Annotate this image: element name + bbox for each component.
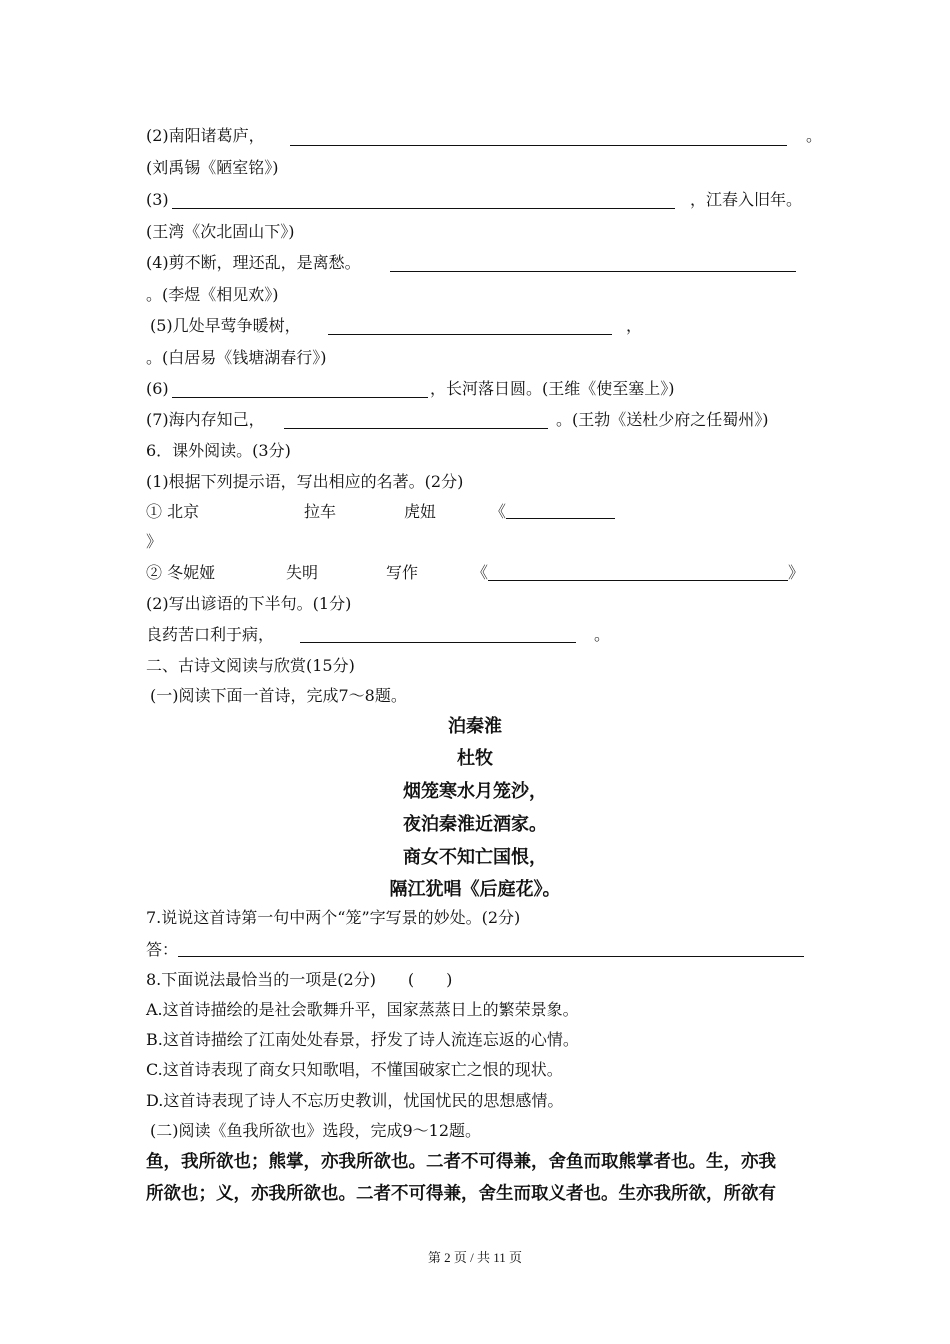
q6-row2-clue2: 失明	[286, 563, 319, 582]
q5-item2-text: (2)南阳诸葛庐，	[146, 126, 265, 145]
q6-title: 6．课外阅读。(3分)	[146, 441, 291, 460]
q7-answer-blank[interactable]	[178, 956, 804, 957]
q7-question: 7.说说这首诗第一句中两个“笼”字写景的妙处。(2分)	[146, 908, 521, 927]
q5-item7: (7)海内存知己，	[146, 410, 265, 429]
section2-title: 二、古诗文阅读与欣赏(15分)	[146, 656, 355, 675]
q6-row1-clue3: 虎妞	[404, 502, 437, 521]
q6-row1-open: 《	[490, 502, 507, 521]
q6-row1-blank[interactable]	[506, 518, 615, 519]
q5-item2-blank[interactable]	[290, 145, 787, 146]
q6-proverb-blank[interactable]	[300, 642, 576, 643]
q8-option-d[interactable]: D.这首诗表现了诗人不忘历史教训，忧国忧民的思想感情。	[146, 1091, 564, 1110]
q6-row2-blank[interactable]	[488, 580, 788, 581]
q5-item6: (6)	[146, 379, 169, 398]
q6-row2-open: 《	[472, 563, 489, 582]
q5-item5-source: 。(白居易《钱塘湖春行》)	[146, 348, 327, 367]
q5-item4-source: 。(李煜《相见欢》)	[146, 285, 279, 304]
poem-title: 泊秦淮	[448, 716, 502, 737]
poem-author: 杜牧	[457, 748, 493, 769]
q5-item2	[146, 126, 265, 146]
q5-item4: (4)剪不断，理还乱，是离愁。	[146, 253, 361, 272]
q5-item3-source: (王湾《次北固山下》)	[146, 222, 295, 241]
q6-row2-close: 》	[788, 563, 805, 582]
q5-item3-blank[interactable]	[172, 208, 675, 209]
q8-option-c[interactable]: C.这首诗表现了商女只知歌唱，不懂国破家亡之恨的现状。	[146, 1060, 563, 1079]
q7-answer-label: 答：	[146, 940, 179, 959]
q5-item2-end: 。	[806, 126, 823, 145]
section2-part1: (一)阅读下面一首诗，完成7～8题。	[150, 686, 407, 705]
q6-proverb: 良药苦口利于病，	[146, 625, 275, 644]
q8-option-a[interactable]: A.这首诗描绘的是社会歌舞升平，国家蒸蒸日上的繁荣景象。	[146, 1000, 579, 1019]
q6-proverb-end: 。	[594, 625, 611, 644]
q5-item4-blank[interactable]	[390, 271, 796, 272]
part2-title: (二)阅读《鱼我所欲也》选段，完成9～12题。	[150, 1121, 482, 1140]
poem-line-4: 隔江犹唱《后庭花》。	[389, 879, 561, 900]
q8-option-b[interactable]: B.这首诗描绘了江南处处春景，抒发了诗人流连忘返的心情。	[146, 1030, 579, 1049]
passage-line-1: 鱼，我所欲也；熊掌，亦我所欲也。二者不可得兼，舍鱼而取熊掌者也。生，亦我	[146, 1152, 776, 1172]
q8-question: 8.下面说法最恰当的一项是(2分) ( )	[146, 970, 453, 989]
passage-line-2: 所欲也；义，亦我所欲也。二者不可得兼，舍生而取义者也。生亦我所欲，所欲有	[146, 1184, 776, 1204]
q5-item5: (5)几处早莺争暖树，	[150, 316, 301, 335]
poem-line-1: 烟笼寒水月笼沙，	[403, 781, 547, 802]
q6-sub2: (2)写出谚语的下半句。(1分)	[146, 594, 352, 613]
q6-row1-clue1: ① 北京	[146, 502, 200, 521]
q6-row2-clue1: ② 冬妮娅	[146, 563, 216, 582]
q6-row1-close: 》	[146, 532, 163, 551]
poem-line-3: 商女不知亡国恨，	[403, 847, 547, 868]
q6-row1-clue2: 拉车	[304, 502, 337, 521]
poem-line-2: 夜泊秦淮近酒家。	[403, 814, 547, 835]
q6-sub1: (1)根据下列提示语，写出相应的名著。(2分)	[146, 472, 464, 491]
q5-item2-source: (刘禹锡《陋室铭》)	[146, 158, 279, 177]
q5-item5-comma: ，	[626, 316, 643, 335]
q5-item7-end: 。(王勃《送杜少府之任蜀州》)	[556, 410, 769, 429]
q5-item3-end: ，江春入旧年。	[690, 190, 803, 209]
q5-item3: (3)	[146, 190, 169, 209]
q5-item5-blank[interactable]	[328, 334, 612, 335]
q6-row2-clue3: 写作	[386, 563, 419, 582]
q5-item7-blank[interactable]	[284, 428, 548, 429]
q5-item6-blank[interactable]	[172, 397, 428, 398]
page-footer: 第 2 页 / 共 11 页	[427, 1250, 523, 1265]
q5-item6-end: ，长河落日圆。(王维《使至塞上》)	[430, 379, 675, 398]
